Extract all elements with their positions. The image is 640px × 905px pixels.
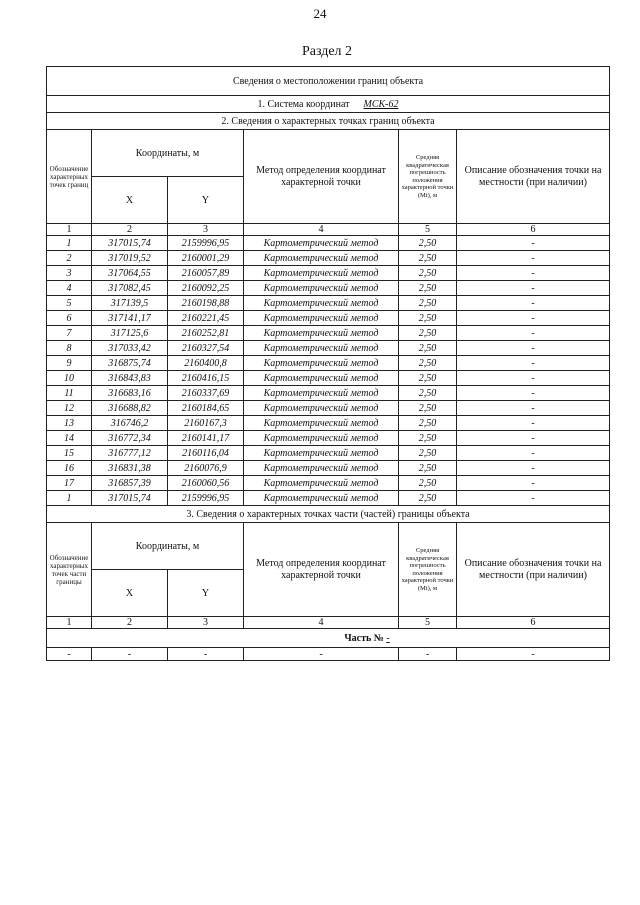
description-cell: -: [457, 371, 610, 386]
description-cell: -: [457, 251, 610, 266]
coord-x: 316688,82: [92, 401, 168, 416]
coord-x: 316683,16: [92, 386, 168, 401]
header-description: Описание обозначения точки на местности (при наличии): [457, 130, 610, 224]
point-number: 2: [47, 251, 92, 266]
column-number-row: [47, 224, 610, 236]
point-number: 15: [47, 446, 92, 461]
section-title: Раздел 2: [301, 44, 353, 59]
header-coordinates: Координаты, м: [92, 130, 244, 177]
table-row: [47, 266, 610, 281]
description-cell: -: [457, 311, 610, 326]
boundary-table: [46, 66, 610, 661]
part-dash-cell: -: [457, 648, 610, 661]
coord-x: 317015,74: [92, 491, 168, 506]
column-number: 1: [47, 617, 92, 629]
point-number: 1: [47, 491, 92, 506]
table-row: [47, 296, 610, 311]
coord-x: 316746,2: [92, 416, 168, 431]
description-cell: -: [457, 356, 610, 371]
coord-y: 2160116,04: [168, 446, 244, 461]
table-row: [47, 476, 610, 491]
method-cell: Картометрический метод: [244, 371, 399, 386]
coord-x: 317082,45: [92, 281, 168, 296]
coord-x: 317141,17: [92, 311, 168, 326]
method-cell: Картометрический метод: [244, 341, 399, 356]
method-cell: Картометрический метод: [244, 446, 399, 461]
column-number: 5: [399, 224, 457, 236]
coord-x: 316772,34: [92, 431, 168, 446]
header-method: Метод определения координат характерной точки: [244, 130, 399, 224]
precision-cell: 2,50: [399, 356, 457, 371]
header-x: X: [92, 177, 168, 224]
coord-x: 316831,38: [92, 461, 168, 476]
coord-y: 2160184,65: [168, 401, 244, 416]
coord-y: 2160400,8: [168, 356, 244, 371]
point-number: 1: [47, 236, 92, 251]
part-dash-cell: -: [399, 648, 457, 661]
coord-x: 316777,12: [92, 446, 168, 461]
point-number: 11: [47, 386, 92, 401]
coord-x: 317064,55: [92, 266, 168, 281]
method-cell: Картометрический метод: [244, 311, 399, 326]
precision-cell: 2,50: [399, 236, 457, 251]
description-cell: -: [457, 341, 610, 356]
coord-x: 317015,74: [92, 236, 168, 251]
section2-title: 2. Сведения о характерных точках границ объекта: [47, 113, 610, 130]
precision-cell: 2,50: [399, 446, 457, 461]
method-cell: Картометрический метод: [244, 266, 399, 281]
page-number: 24: [313, 6, 327, 21]
table-row: [47, 401, 610, 416]
part-dash-cell: -: [244, 648, 399, 661]
point-number: 5: [47, 296, 92, 311]
method-cell: Картометрический метод: [244, 476, 399, 491]
header-y-part: Y: [168, 570, 244, 617]
header-description-part: Описание обозначения точки на местности (при наличии): [457, 523, 610, 617]
method-cell: Картометрический метод: [244, 356, 399, 371]
part-dash-cell: -: [168, 648, 244, 661]
table-row: [47, 371, 610, 386]
description-cell: -: [457, 401, 610, 416]
header-x-part: X: [92, 570, 168, 617]
precision-cell: 2,50: [399, 311, 457, 326]
description-cell: -: [457, 431, 610, 446]
coord-x: 317033,42: [92, 341, 168, 356]
method-cell: Картометрический метод: [244, 281, 399, 296]
precision-cell: 2,50: [399, 371, 457, 386]
column-number: 4: [244, 617, 399, 629]
column-number: 3: [168, 224, 244, 236]
method-cell: Картометрический метод: [244, 236, 399, 251]
table-row: [47, 431, 610, 446]
table-row: [47, 281, 610, 296]
part-dash-row: [47, 648, 610, 661]
header-precision: Средняя квадратическая погрешность положения характерной точки (Mt), м: [399, 130, 457, 224]
description-cell: -: [457, 236, 610, 251]
header-coordinates-part: Координаты, м: [92, 523, 244, 570]
part-label: Часть №: [344, 632, 384, 644]
table-row: [47, 416, 610, 431]
column-number: 6: [457, 617, 610, 629]
description-cell: -: [457, 461, 610, 476]
column-number: 2: [92, 224, 168, 236]
coord-x: 316843,83: [92, 371, 168, 386]
point-number: 7: [47, 326, 92, 341]
description-cell: -: [457, 491, 610, 506]
description-cell: -: [457, 281, 610, 296]
point-number: 4: [47, 281, 92, 296]
method-cell: Картометрический метод: [244, 401, 399, 416]
header-point-designation-part: Обозначение характерных точек части границы: [47, 523, 92, 617]
method-cell: Картометрический метод: [244, 296, 399, 311]
precision-cell: 2,50: [399, 386, 457, 401]
description-cell: -: [457, 416, 610, 431]
part-row: [47, 629, 610, 648]
table-row: [47, 251, 610, 266]
point-number: 12: [47, 401, 92, 416]
description-cell: -: [457, 386, 610, 401]
header-precision-part: Средняя квадратическая погрешность положения характерной точки (Mt), м: [399, 523, 457, 617]
method-cell: Картометрический метод: [244, 251, 399, 266]
precision-cell: 2,50: [399, 431, 457, 446]
table-row: [47, 446, 610, 461]
coord-y: 2160221,45: [168, 311, 244, 326]
coord-y: 2159996,95: [168, 491, 244, 506]
part-value: -: [386, 632, 390, 644]
method-cell: Картометрический метод: [244, 326, 399, 341]
precision-cell: 2,50: [399, 416, 457, 431]
section3-title: 3. Сведения о характерных точках части (частей) границы объекта: [47, 506, 610, 523]
precision-cell: 2,50: [399, 281, 457, 296]
coord-y: 2160167,3: [168, 416, 244, 431]
table-row: [47, 341, 610, 356]
table-title: Сведения о местоположении границ объекта: [47, 67, 610, 96]
table-row: [47, 461, 610, 476]
point-number: 3: [47, 266, 92, 281]
description-cell: -: [457, 266, 610, 281]
point-number: 8: [47, 341, 92, 356]
column-number: 5: [399, 617, 457, 629]
method-cell: Картометрический метод: [244, 431, 399, 446]
precision-cell: 2,50: [399, 296, 457, 311]
coord-x: 317139,5: [92, 296, 168, 311]
coord-y: 2160001,29: [168, 251, 244, 266]
method-cell: Картометрический метод: [244, 491, 399, 506]
coord-y: 2160198,88: [168, 296, 244, 311]
coord-y: 2160327,54: [168, 341, 244, 356]
method-cell: Картометрический метод: [244, 461, 399, 476]
coord-system-value: МСК-62: [363, 98, 399, 110]
coord-x: 317125,6: [92, 326, 168, 341]
column-number: 3: [168, 617, 244, 629]
point-number: 17: [47, 476, 92, 491]
coord-y: 2160060,56: [168, 476, 244, 491]
precision-cell: 2,50: [399, 401, 457, 416]
coord-y: 2160076,9: [168, 461, 244, 476]
coord-y: 2160337,69: [168, 386, 244, 401]
column-number: 2: [92, 617, 168, 629]
coord-y: 2160057,89: [168, 266, 244, 281]
method-cell: Картометрический метод: [244, 386, 399, 401]
column-number: 1: [47, 224, 92, 236]
coord-y: 2160141,17: [168, 431, 244, 446]
coord-x: 316875,74: [92, 356, 168, 371]
table-row: [47, 491, 610, 506]
header-point-designation: Обозначение характерных точек границ: [47, 130, 92, 224]
coord-y: 2159996,95: [168, 236, 244, 251]
coord-x: 317019,52: [92, 251, 168, 266]
table-row: [47, 326, 610, 341]
precision-cell: 2,50: [399, 461, 457, 476]
description-cell: -: [457, 476, 610, 491]
precision-cell: 2,50: [399, 341, 457, 356]
header-method-part: Метод определения координат характерной точки: [244, 523, 399, 617]
column-number: 6: [457, 224, 610, 236]
point-number: 9: [47, 356, 92, 371]
point-number: 10: [47, 371, 92, 386]
method-cell: Картометрический метод: [244, 416, 399, 431]
coord-y: 2160416,15: [168, 371, 244, 386]
coord-y: 2160252,81: [168, 326, 244, 341]
description-cell: -: [457, 326, 610, 341]
part-dash-cell: -: [47, 648, 92, 661]
coord-y: 2160092,25: [168, 281, 244, 296]
precision-cell: 2,50: [399, 266, 457, 281]
point-number: 13: [47, 416, 92, 431]
table-row: [47, 236, 610, 251]
point-number: 16: [47, 461, 92, 476]
precision-cell: 2,50: [399, 491, 457, 506]
coord-system-label: 1. Система координат: [257, 98, 350, 110]
column-number: 4: [244, 224, 399, 236]
point-number: 14: [47, 431, 92, 446]
table-row: [47, 311, 610, 326]
precision-cell: 2,50: [399, 251, 457, 266]
coord-system-row: [47, 96, 610, 113]
precision-cell: 2,50: [399, 476, 457, 491]
header-y: Y: [168, 177, 244, 224]
table-row: [47, 356, 610, 371]
description-cell: -: [457, 446, 610, 461]
coord-x: 316857,39: [92, 476, 168, 491]
description-cell: -: [457, 296, 610, 311]
column-number-row-part: [47, 617, 610, 629]
point-number: 6: [47, 311, 92, 326]
precision-cell: 2,50: [399, 326, 457, 341]
part-dash-cell: -: [92, 648, 168, 661]
table-row: [47, 386, 610, 401]
